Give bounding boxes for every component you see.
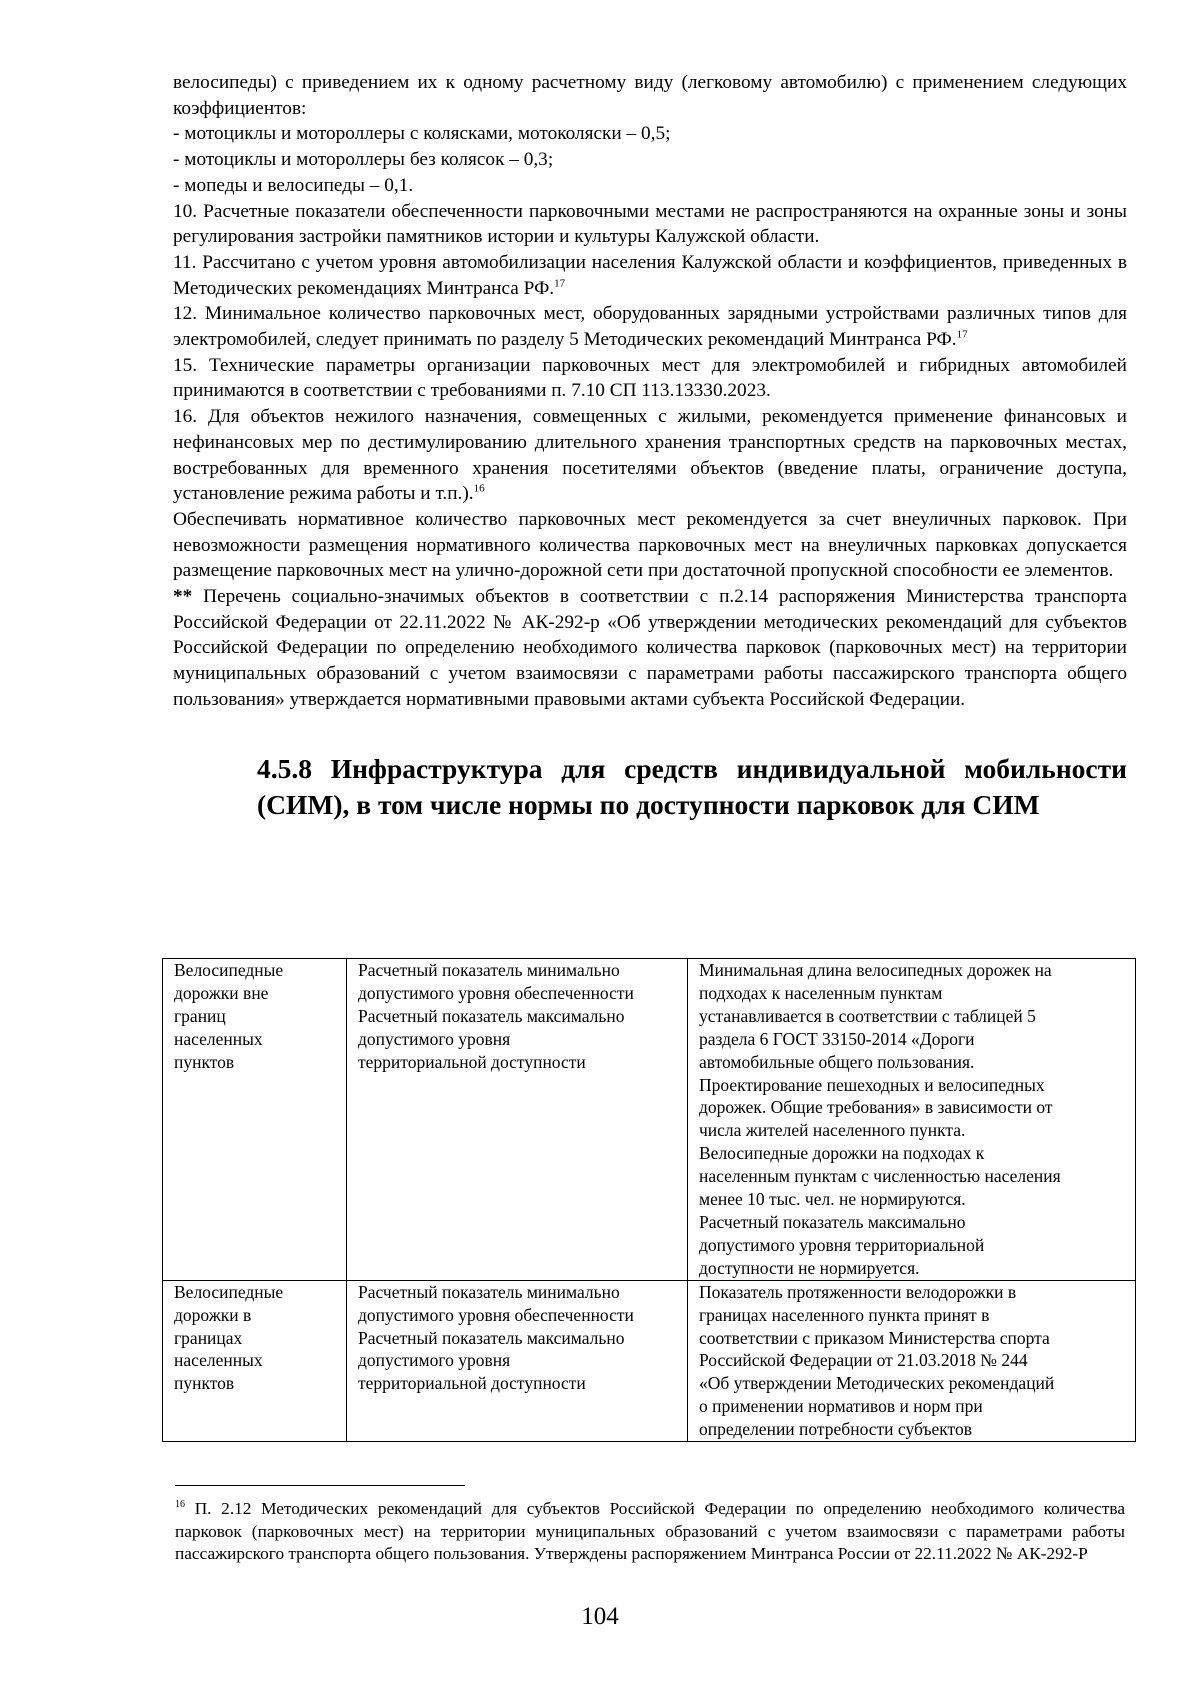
paragraph-parking-provision: Обеспечивать нормативное количество парковочных мест рекомендуется за счет внеуличных парковок. При невозможности размещения нормативного количества парковочных мест на внеуличных парковках допускается размещение парковочных мест на улично-дорожной сети при достаточной пропускной способности ее элементов. [173,508,1127,582]
cell-line: автомобильные общего пользования. [699,1051,975,1072]
cell-line: Велосипедные [174,1281,284,1302]
norms-table [162,958,1136,1442]
table-cell-category [163,959,347,1281]
cell-line: населенных [174,1350,263,1371]
note-16-text: 16. Для объектов нежилого назначения, совмещенных с жилыми, рекомендуется применение финансовых и нефинансовых мер по дестимулированию длительного хранения транспортных средств на парковочных местах, востребованных для временного хранения посетителями объектов (введение платы, ограничение доступа, установление режима работы и т.п.). [173,406,1127,505]
footnote [175,1498,1125,1566]
cell-line: раздела 6 ГОСТ 33150-2014 «Дороги [699,1028,975,1049]
cell-line: населенных [174,1028,263,1049]
table-row [163,1280,1136,1441]
cell-line: «Об утверждении Методических рекомендаций [699,1373,1055,1394]
cell-line: допустимого уровня обеспеченности [358,982,634,1003]
cell-line: доступности не нормируется. [699,1257,920,1278]
cell-line: Минимальная длина велосипедных дорожек на [699,960,1052,980]
cell-line: Расчетный показатель минимально [358,960,620,980]
list-item-motorcycles-sidecar: - мотоциклы и мотороллеры с колясками, мотоколяски – 0,5; [173,123,671,145]
cell-line: устанавливается в соответствии с таблицей 5 [699,1005,1036,1026]
cell-line: территориальной доступности [358,1373,586,1394]
note-15: 15. Технические параметры организации парковочных мест для электромобилей и гибридных автомобилей принимаются в соответствии с требованиями п. 7.10 СП 113.13330.2023. [173,354,1127,402]
cell-line: Показатель протяженности велодорожки в [699,1281,1017,1302]
table-row [163,959,1136,1281]
footnote-separator [175,1485,465,1486]
cell-line: Расчетный показатель минимально [358,1281,620,1302]
cell-line: подходах к населенным пунктам [699,982,943,1003]
footnote-ref: 17 [554,277,566,290]
footnote-ref: 16 [473,482,485,495]
table-cell-value [688,1280,1136,1441]
footnote-text: П. 2.12 Методических рекомендаций для субъектов Российской Федерации по определению необходимого количества парковок (парковочных мест) на территории муниципальных образований с учетом взаимосвязи с параметрами работы пассажирского транспорта общего пользования. Утверждены распоряжением Минтранса России от 22.11.2022 № АК-292-Р [175,1499,1125,1564]
cell-line: пунктов [174,1051,235,1072]
cell-line: Велосипедные дорожки на подходах к [699,1143,985,1164]
paragraph-coefficients-intro: велосипеды) с приведением их к одному расчетному виду (легковому автомобилю) с применением следующих коэффициентов: [173,72,1127,119]
cell-line: дорожек. Общие требования» в зависимости от [699,1097,1053,1118]
list-item-motorcycles-no-sidecar: - мотоциклы и мотороллеры без колясок – 0,3; [173,149,554,171]
note-11-text: 11. Рассчитано с учетом уровня автомобилизации населения Калужской области и коэффициентов, приведенных в Методических рекомендациях Минтранса РФ. [173,251,1127,299]
cell-line: Расчетный показатель максимально [358,1005,625,1026]
note-double-asterisk-text: Перечень социально-значимых объектов в соответствии с п.2.14 распоряжения Министерства транспорта Российской Федерации от 22.11.2022 № АК-292-р «Об утверждении методических рекомендаций для субъектов Российской Федерации по определению необходимого количества парковок (парковочных мест) на территории муниципальных образований с учетом взаимосвязи с параметрами работы пассажирского транспорта общего пользования» утверждается нормативными правовыми актами субъекта Российской Федерации. [173,586,1127,710]
table-cell-indicator [347,959,688,1281]
list-item-mopeds-bicycles: - мопеды и велосипеды – 0,1. [173,174,414,196]
note-11 [173,250,1127,301]
cell-line: соответствии с приказом Министерства спорта [699,1327,1050,1348]
section-heading-line-1: 4.5.8 Инфраструктура для средств индивидуальной мобильности [257,752,1127,784]
double-asterisk-marker: ** [173,586,193,608]
cell-line: территориальной доступности [358,1051,586,1072]
document-page [173,70,1127,823]
note-10: 10. Расчетные показатели обеспеченности парковочными местами не распространяются на охранные зоны и зоны регулирования застройки памятников истории и культуры Калужской области. [173,200,1127,248]
note-12-text: 12. Минимальное количество парковочных мест, оборудованных зарядными устройствами различных типов для электромобилей, следует принимать по разделу 5 Методических рекомендаций Минтранса РФ. [173,303,1127,351]
cell-line: границах [174,1327,243,1348]
table-cell-value [688,959,1136,1281]
cell-line: допустимого уровня обеспеченности [358,1304,634,1325]
page-number: 104 [581,1603,619,1630]
table-cell-indicator [347,1280,688,1441]
cell-line: определении потребности субъектов [699,1419,972,1440]
note-double-asterisk [173,584,1127,713]
cell-line: Расчетный показатель максимально [358,1327,625,1348]
cell-line: дорожки в [174,1304,252,1325]
cell-line: допустимого уровня [358,1350,511,1371]
footnote-ref: 17 [956,328,968,341]
cell-line: числа жителей населенного пункта. [699,1120,966,1141]
cell-line: допустимого уровня территориальной [699,1234,985,1255]
cell-line: границах населенного пункта принят в [699,1304,990,1325]
note-12 [173,301,1127,352]
cell-line: Российской Федерации от 21.03.2018 № 244 [699,1350,1028,1371]
cell-line: о применении нормативов и норм при [699,1396,983,1417]
cell-line: пунктов [174,1373,235,1394]
footnote-number: 16 [175,1499,185,1511]
table-cell-category [163,1280,347,1441]
cell-line: границ [174,1005,226,1026]
cell-line: Проектирование пешеходных и велосипедных [699,1074,1045,1095]
cell-line: менее 10 тыс. чел. не нормируются. [699,1189,966,1210]
cell-line: Велосипедные [174,960,284,980]
section-heading-line-2: (СИМ), в том числе нормы по доступности парковок для СИМ [257,788,1040,820]
cell-line: допустимого уровня [358,1028,511,1049]
body-text [173,70,1127,713]
note-16 [173,404,1127,507]
cell-line: дорожки вне [174,982,269,1003]
cell-line: населенным пунктам с численностью населения [699,1166,1061,1187]
section-heading [173,751,1127,823]
cell-line: Расчетный показатель максимально [699,1211,966,1232]
